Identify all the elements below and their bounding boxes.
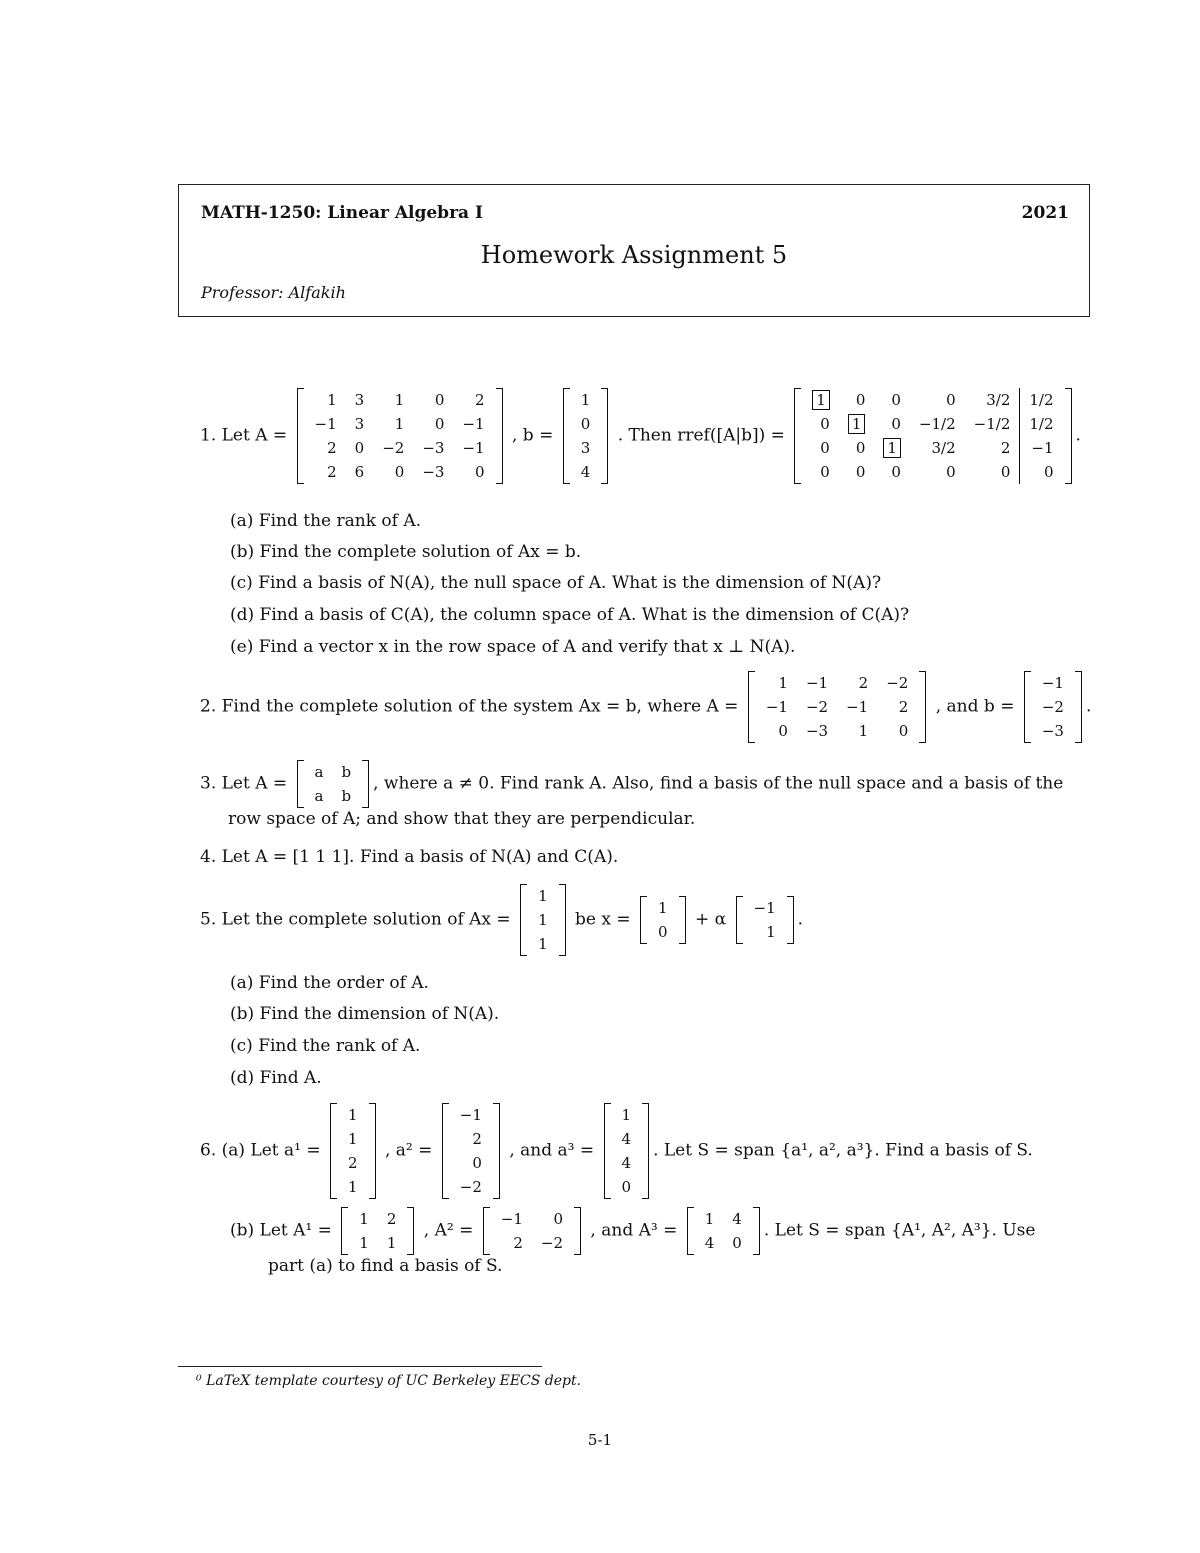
p5-rhs-vector xyxy=(520,884,566,956)
p3-lead: 3. Let A = xyxy=(200,773,288,794)
matrix-cell: −2 xyxy=(540,1234,564,1252)
p3-text2: row space of A; and show that they are perpendicular. xyxy=(228,809,696,829)
matrix-cell: −1 xyxy=(314,415,337,433)
matrix-cell: 1/2 xyxy=(1020,412,1063,436)
matrix-cell: 1 xyxy=(348,1178,358,1196)
matrix-cell: 2 xyxy=(472,1130,482,1148)
matrix-cell: −1 xyxy=(500,1210,523,1228)
page-number: 5-1 xyxy=(587,1431,613,1449)
p1-vector-b xyxy=(563,388,609,484)
problem-4: 4. Let A = [1 1 1]. Find a basis of N(A) and C(A). xyxy=(200,847,619,867)
matrix-cell: 0 xyxy=(1000,463,1011,481)
matrix-cell: 0 xyxy=(354,439,365,457)
problem-3 xyxy=(200,760,1063,808)
matrix-cell: 0 xyxy=(946,391,956,409)
matrix-cell: 1 xyxy=(621,1106,632,1124)
p5-part-b: (b) Find the dimension of N(A). xyxy=(230,1004,500,1024)
matrix-cell: 1 xyxy=(538,887,548,905)
matrix-cell: 6 xyxy=(354,463,365,481)
p6b-label-A2: , A² = xyxy=(423,1220,474,1241)
pivot-box: 1 xyxy=(812,390,830,410)
p6-label-a2: , a² = xyxy=(384,1140,433,1161)
matrix-cell: 2 xyxy=(858,674,869,692)
p5-vector-1 xyxy=(640,896,686,944)
matrix-cell: a xyxy=(314,787,324,805)
matrix-cell: −1 xyxy=(459,1106,482,1124)
header-box xyxy=(178,184,1090,317)
matrix-cell: 2 xyxy=(386,1210,397,1228)
p6-vector-a3 xyxy=(604,1103,650,1199)
matrix-cell: 0 xyxy=(1020,460,1063,484)
matrix-cell: 1 xyxy=(327,391,337,409)
matrix-cell: a xyxy=(314,763,324,781)
footnote: ⁰ LaTeX template courtesy of UC Berkeley EECS dept. xyxy=(196,1373,582,1389)
matrix-cell: 4 xyxy=(621,1154,632,1172)
matrix-cell: 2 xyxy=(348,1154,358,1172)
matrix-cell: −1/2 xyxy=(973,415,1011,433)
matrix-cell xyxy=(803,388,839,412)
matrix-cell: 0 xyxy=(394,463,405,481)
p6-vector-a1 xyxy=(330,1103,376,1199)
matrix-cell: 1 xyxy=(348,1130,358,1148)
matrix-cell: −1 xyxy=(765,698,788,716)
problem-1 xyxy=(200,388,1081,484)
pivot-box: 1 xyxy=(848,414,866,434)
matrix-cell: −1/2 xyxy=(918,415,956,433)
matrix-cell: −2 xyxy=(1041,698,1064,716)
matrix-cell: 0 xyxy=(855,391,866,409)
p1-part-e: (e) Find a vector x in the row space of A and verify that x ⊥ N(A). xyxy=(230,637,796,657)
problem-2 xyxy=(200,671,1091,743)
matrix-cell: −1 xyxy=(805,674,829,692)
matrix-cell: 1/2 xyxy=(1020,388,1063,412)
matrix-cell: 1 xyxy=(359,1234,369,1252)
matrix-cell: 1 xyxy=(394,391,405,409)
matrix-cell: 0 xyxy=(891,391,901,409)
matrix-cell: 1 xyxy=(359,1210,369,1228)
matrix-cell: 0 xyxy=(855,463,866,481)
matrix-cell: b xyxy=(341,787,352,805)
p5-part-a: (a) Find the order of A. xyxy=(230,973,429,993)
pivot-box: 1 xyxy=(883,438,901,458)
matrix-cell: 0 xyxy=(855,439,866,457)
matrix-cell: 1 xyxy=(538,911,548,929)
matrix-cell: −1 xyxy=(1041,674,1064,692)
matrix-cell: 1 xyxy=(386,1234,397,1252)
p1-rref-label: . Then rref([A|b]) = xyxy=(617,425,785,446)
p6-vector-a2 xyxy=(442,1103,500,1199)
matrix-cell xyxy=(839,412,875,436)
matrix-cell: −2 xyxy=(805,698,829,716)
matrix-cell: 0 xyxy=(898,722,909,740)
p1-part-c: (c) Find a basis of N(A), the null space of A. What is the dimension of N(A)? xyxy=(230,573,882,593)
problem-6a xyxy=(200,1103,1033,1199)
problem-6b xyxy=(230,1207,1035,1255)
matrix-cell: 1 xyxy=(538,935,548,953)
matrix-cell: 4 xyxy=(580,463,591,481)
matrix-cell: 4 xyxy=(621,1130,632,1148)
p1-matrix-A xyxy=(297,388,503,484)
matrix-cell: 2 xyxy=(475,391,485,409)
matrix-cell: 0 xyxy=(553,1210,564,1228)
matrix-cell: −3 xyxy=(422,463,445,481)
matrix-cell: 0 xyxy=(434,415,445,433)
p1-b-label: , b = xyxy=(512,425,554,446)
matrix-cell: −3 xyxy=(422,439,445,457)
matrix-cell: 3 xyxy=(354,391,365,409)
matrix-cell: 1 xyxy=(394,415,405,433)
matrix-cell: 1 xyxy=(766,923,776,941)
matrix-cell: −1 xyxy=(753,899,776,917)
p1-part-a: (a) Find the rank of A. xyxy=(230,511,422,531)
matrix-cell: 0 xyxy=(580,415,591,433)
matrix-cell: −2 xyxy=(459,1178,482,1196)
matrix-cell: 0 xyxy=(434,391,445,409)
p6b-label-A3: , and A³ = xyxy=(590,1220,678,1241)
matrix-cell: 4 xyxy=(732,1210,742,1228)
p1-rref-matrix xyxy=(794,388,1071,484)
p6-matrix-A2 xyxy=(483,1207,581,1255)
professor-name: Professor: Alfakih xyxy=(201,283,346,302)
matrix-cell: 0 xyxy=(820,463,830,481)
matrix-cell: −1 xyxy=(846,698,869,716)
course-year: 2021 xyxy=(1021,203,1069,223)
p6-matrix-A1 xyxy=(341,1207,414,1255)
p1-lead: 1. Let A = xyxy=(200,425,288,446)
matrix-cell: 2 xyxy=(327,463,337,481)
matrix-cell: 0 xyxy=(621,1178,632,1196)
p5-lead: 5. Let the complete solution of Ax = xyxy=(200,909,511,930)
page-title: Homework Assignment 5 xyxy=(480,241,788,269)
matrix-cell: 3/2 xyxy=(931,439,956,457)
matrix-cell: 1 xyxy=(580,391,591,409)
matrix-cell: −3 xyxy=(805,722,829,740)
p6b-tail: . Let S = span {A¹, A², A³}. Use xyxy=(763,1220,1036,1241)
matrix-cell: 0 xyxy=(778,722,788,740)
matrix-cell: 4 xyxy=(704,1234,715,1252)
matrix-cell: 0 xyxy=(475,463,485,481)
p3-text1: , where a ≠ 0. Find rank A. Also, find a basis of the null space and a basis of the xyxy=(373,773,1064,794)
p6-label-a3: , and a³ = xyxy=(509,1140,595,1161)
p6-lead: 6. (a) Let a¹ = xyxy=(200,1140,321,1161)
matrix-cell: 2 xyxy=(513,1234,523,1252)
p1-end: . xyxy=(1075,425,1081,446)
p2-matrix-A xyxy=(748,671,927,743)
matrix-cell: 2 xyxy=(898,698,909,716)
p2-vector-b xyxy=(1024,671,1082,743)
matrix-cell: 3/2 xyxy=(986,391,1011,409)
matrix-cell: −2 xyxy=(886,674,909,692)
matrix-cell: 0 xyxy=(891,463,901,481)
p1-part-b: (b) Find the complete solution of Ax = b. xyxy=(230,542,582,562)
matrix-cell: −3 xyxy=(1041,722,1064,740)
matrix-cell: 2 xyxy=(327,439,337,457)
p2-b-label: , and b = xyxy=(935,696,1015,717)
matrix-cell: 0 xyxy=(472,1154,482,1172)
p6-matrix-A3 xyxy=(687,1207,760,1255)
p6b-lead: (b) Let A¹ = xyxy=(230,1220,332,1241)
p2-end: . xyxy=(1085,696,1092,717)
p2-lead: 2. Find the complete solution of the system Ax = b, where A = xyxy=(200,696,739,717)
footnote-rule xyxy=(178,1366,542,1367)
matrix-cell: 1 xyxy=(704,1210,715,1228)
p6b-tail2: part (a) to find a basis of S. xyxy=(268,1256,503,1276)
matrix-cell: 0 xyxy=(820,415,830,433)
p5-plus: + α xyxy=(694,909,727,930)
matrix-cell: 1 xyxy=(778,674,788,692)
matrix-cell: 1 xyxy=(348,1106,358,1124)
p6-tail: . Let S = span {a¹, a², a³}. Find a basis of S. xyxy=(653,1140,1033,1161)
matrix-cell: 2 xyxy=(1000,439,1011,457)
matrix-cell: 1 xyxy=(858,722,869,740)
p3-matrix-A xyxy=(297,760,370,808)
course-title: MATH-1250: Linear Algebra I xyxy=(201,203,483,223)
matrix-cell: 0 xyxy=(820,439,830,457)
matrix-cell: 0 xyxy=(946,463,956,481)
matrix-cell: −1 xyxy=(462,415,485,433)
matrix-cell: 3 xyxy=(580,439,591,457)
p5-be: be x = xyxy=(575,909,631,930)
matrix-cell xyxy=(874,436,910,460)
p5-part-d: (d) Find A. xyxy=(230,1068,322,1088)
matrix-cell: 0 xyxy=(658,923,668,941)
matrix-cell: b xyxy=(341,763,352,781)
matrix-cell: 0 xyxy=(891,415,901,433)
matrix-cell: −1 xyxy=(462,439,485,457)
p5-end: . xyxy=(797,909,804,930)
matrix-cell: −2 xyxy=(382,439,405,457)
p5-vector-2 xyxy=(736,896,794,944)
matrix-cell: −1 xyxy=(1020,436,1063,460)
problem-5 xyxy=(200,884,803,956)
p5-part-c: (c) Find the rank of A. xyxy=(230,1036,421,1056)
matrix-cell: 1 xyxy=(658,899,668,917)
p1-part-d: (d) Find a basis of C(A), the column space of A. What is the dimension of C(A)? xyxy=(230,605,910,625)
matrix-cell: 0 xyxy=(732,1234,742,1252)
matrix-cell: 3 xyxy=(354,415,365,433)
